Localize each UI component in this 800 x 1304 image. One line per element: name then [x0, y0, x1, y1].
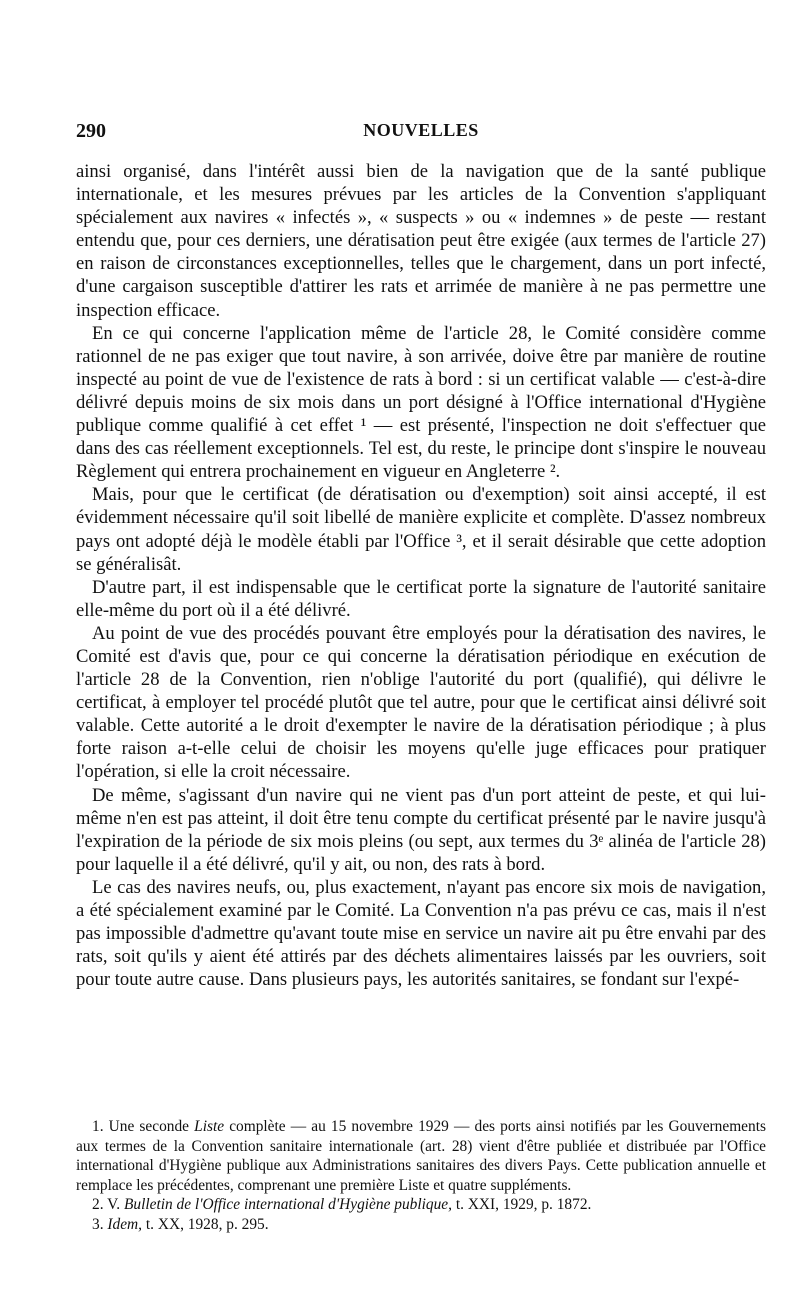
footnote [76, 1195, 766, 1215]
body-text [76, 160, 766, 991]
footnote-text: V. [107, 1196, 121, 1214]
paragraph: En ce qui concerne l'application même de l'article 28, le Comité considère comme rationnel de ne pas exiger que tout navire, à son arrivée, doive être par manière de routine inspecté au point de vue de l'existence de rats à bord : si un certificat valable — c'est-à-dire délivré depuis moins de six mois dans un port désigné à l'Office international d'Hygiène publique comme qualifié à cet effet ¹ — est présenté, l'inspection ne doit s'effectuer que dans des cas réellement exceptionnels. Tel est, du reste, le principe dont s'inspire le nouveau Règlement qui entrera prochainement en vigueur en Angleterre ². [76, 322, 766, 483]
page-number: 290 [76, 120, 106, 142]
page-header [76, 120, 766, 144]
footnote-marker: 3. [92, 1215, 104, 1233]
footnote-marker: 2. [92, 1196, 104, 1214]
footnote-text: t. XXI, 1929, p. 1872. [455, 1196, 592, 1214]
footnotes [76, 1117, 766, 1235]
paragraph: De même, s'agissant d'un navire qui ne vient pas d'un port atteint de peste, et qui lui-même n'en est pas atteint, il doit être tenu compte du certificat présenté par le navire jusqu'à l'expiration de la période de six mois pleins (ou sept, aux termes du 3ᵉ alinéa de l'article 28) pour laquelle il a été délivré, qu'il y ait, ou non, des rats à bord. [76, 784, 766, 875]
footnote-italic: Bulletin de l'Office international d'Hygiène publique, [123, 1196, 452, 1214]
footnote-italic: Idem, [107, 1215, 143, 1233]
footnote-marker: 1. [92, 1118, 104, 1135]
footnote-text: complète — au 15 novembre 1929 — des ports ainsi notifiés par les Gouvernements aux termes de la Convention sanitaire internationale (art. 28) vient d'être publiée et distribuée par l'Office international d'Hygiène publique aux Administrations sanitaires des divers Pays. Cette publication annuelle et remplace les précédentes, comprenant une première Liste et quatre suppléments. [76, 1118, 766, 1194]
footnote [76, 1117, 766, 1195]
footnote [76, 1215, 766, 1235]
footnote-text: Une seconde [108, 1118, 190, 1135]
paragraph: D'autre part, il est indispensable que le certificat porte la signature de l'autorité sanitaire elle-même du port où il a été délivré. [76, 576, 766, 621]
footnote-text: t. XX, 1928, p. 295. [145, 1215, 269, 1233]
footnote-italic: Liste [194, 1118, 225, 1135]
paragraph: ainsi organisé, dans l'intérêt aussi bien de la navigation que de la santé publique internationale, et les mesures prévues par les articles de la Convention s'appliquant spécialement aux navires « infectés », « suspects » ou « indemnes » de peste — restant entendu que, pour ces derniers, une dératisation peut être exigée (aux termes de l'article 27) en raison de circonstances exceptionnelles, telles que le chargement, dans un port infecté, d'une cargaison susceptible d'attirer les rats et arrimée de manière à ne pas permettre une inspection efficace. [76, 161, 766, 321]
paragraph: Au point de vue des procédés pouvant être employés pour la dératisation des navires, le Comité est d'avis que, pour ce qui concerne la dératisation périodique en exécution de l'article 28 de la Convention, rien n'oblige l'autorité du port (qualifié), qui délivre le certificat, à employer tel procédé plutôt que tel autre, pour que le certificat ainsi délivré soit valable. Cette autorité a le droit d'exempter le navire de la dératisation périodique ; à plus forte raison a-t-elle celui de choisir les moyens qu'elle juge efficaces pour pratiquer l'opération, si elle la croit nécessaire. [76, 622, 766, 783]
running-head: NOUVELLES [363, 120, 479, 140]
paragraph: Le cas des navires neufs, ou, plus exactement, n'ayant pas encore six mois de navigation, a été spécialement examiné par le Comité. La Convention n'a pas prévu ce cas, mais il n'est pas impossible d'admettre qu'avant toute mise en service un navire ait pu être envahi par des rats, soit qu'ils y aient été attirés par des déchets alimentaires laissés par les ouvriers, soit pour toute autre cause. Dans plusieurs pays, les autorités sanitaires, se fondant sur l'expé- [76, 876, 766, 991]
paragraph: Mais, pour que le certificat (de dératisation ou d'exemption) soit ainsi accepté, il est évidemment nécessaire qu'il soit libellé de manière explicite et complète. D'assez nombreux pays ont adopté déjà le modèle établi par l'Office ³, et il serait désirable que cette adoption se généralisât. [76, 484, 766, 575]
